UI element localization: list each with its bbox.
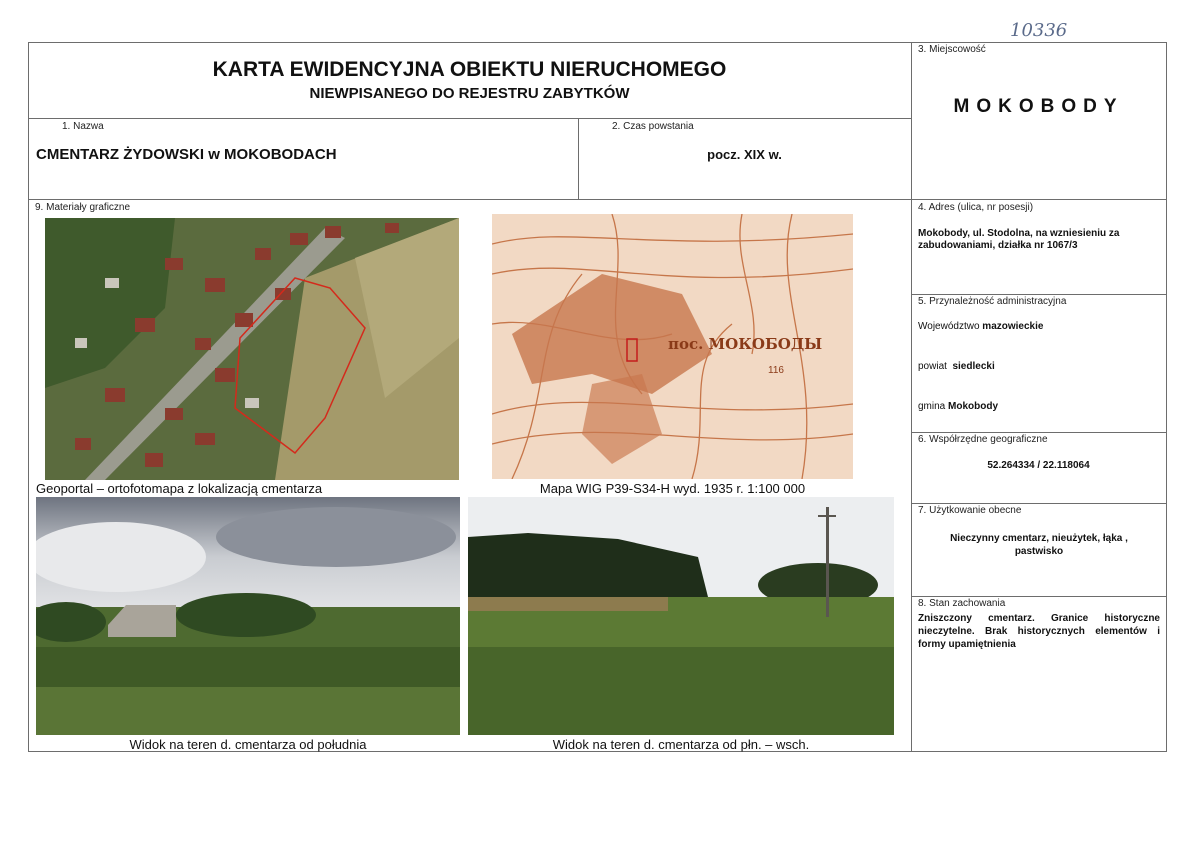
wspolrzedne-label: 6. Współrzędne geograficzne	[918, 434, 1048, 445]
card-title: KARTA EWIDENCYJNA OBIEKTU NIERUCHOMEGO	[212, 58, 727, 81]
stan-label: 8. Stan zachowania	[918, 598, 1006, 609]
powiat-row	[918, 361, 995, 372]
wojewodztwo-value: mazowieckie	[982, 321, 1044, 332]
gmina-value: Mokobody	[948, 401, 999, 412]
nazwa-label: 1. Nazwa	[62, 121, 104, 132]
map-place-label: пос. МОКОБОДЫ	[668, 335, 823, 353]
przynaleznosc-label: 5. Przynależność administracyjna	[918, 296, 1067, 307]
materialy-label: 9. Materiały graficzne	[35, 202, 131, 213]
historical-map-caption: Mapa WIG P39-S34-H wyd. 1935 r. 1:100 000	[539, 481, 806, 496]
photo-south-caption: Widok na teren d. cmentarza od południa	[129, 737, 367, 752]
handwritten-number: 10336	[1010, 20, 1068, 41]
wojewodztwo-label: Województwo	[918, 321, 980, 332]
miejscowosc-label: 3. Miejscowość	[918, 44, 986, 55]
gmina-row	[918, 401, 998, 412]
uzytkowanie-value: Nieczynny cmentarz, nieużytek, łąka , pastwisko	[950, 533, 1128, 557]
miejscowosc-value: MOKOBODY	[953, 96, 1124, 117]
powiat-value: siedlecki	[952, 361, 995, 372]
adres-label: 4. Adres (ulica, nr posesji)	[918, 202, 1034, 213]
uzytkowanie-label: 7. Użytkowanie obecne	[918, 505, 1022, 516]
adres-value: Mokobody, ul. Stodolna, na wzniesieniu za zabudowaniami, działka nr 1067/3	[918, 228, 1120, 251]
powiat-label: powiat	[918, 361, 947, 372]
czas-label: 2. Czas powstania	[612, 121, 694, 132]
wspolrzedne-value: 52.264334 / 22.118064	[987, 460, 1090, 471]
map-number-label: 116	[768, 365, 784, 376]
wojewodztwo-row	[918, 321, 1043, 332]
nazwa-value: CMENTARZ ŻYDOWSKI w MOKOBODACH	[36, 146, 337, 163]
gmina-label: gmina	[918, 401, 946, 412]
photo-north-image	[468, 497, 894, 735]
stan-value: Zniszczony cmentarz. Granice historyczne nieczytelne. Brak historycznych elementów i formy upamiętnienia	[918, 613, 1160, 650]
card-subtitle: NIEWPISANEGO DO REJESTRU ZABYTKÓW	[309, 85, 630, 102]
orthophoto-caption: Geoportal – ortofotomapa z lokalizacją cmentarza	[36, 481, 323, 496]
photo-south-image	[36, 497, 460, 735]
czas-value: pocz. XIX w.	[707, 147, 782, 162]
orthophoto-image	[45, 218, 459, 480]
photo-north-caption: Widok na teren d. cmentarza od płn. – wsch.	[552, 737, 810, 752]
